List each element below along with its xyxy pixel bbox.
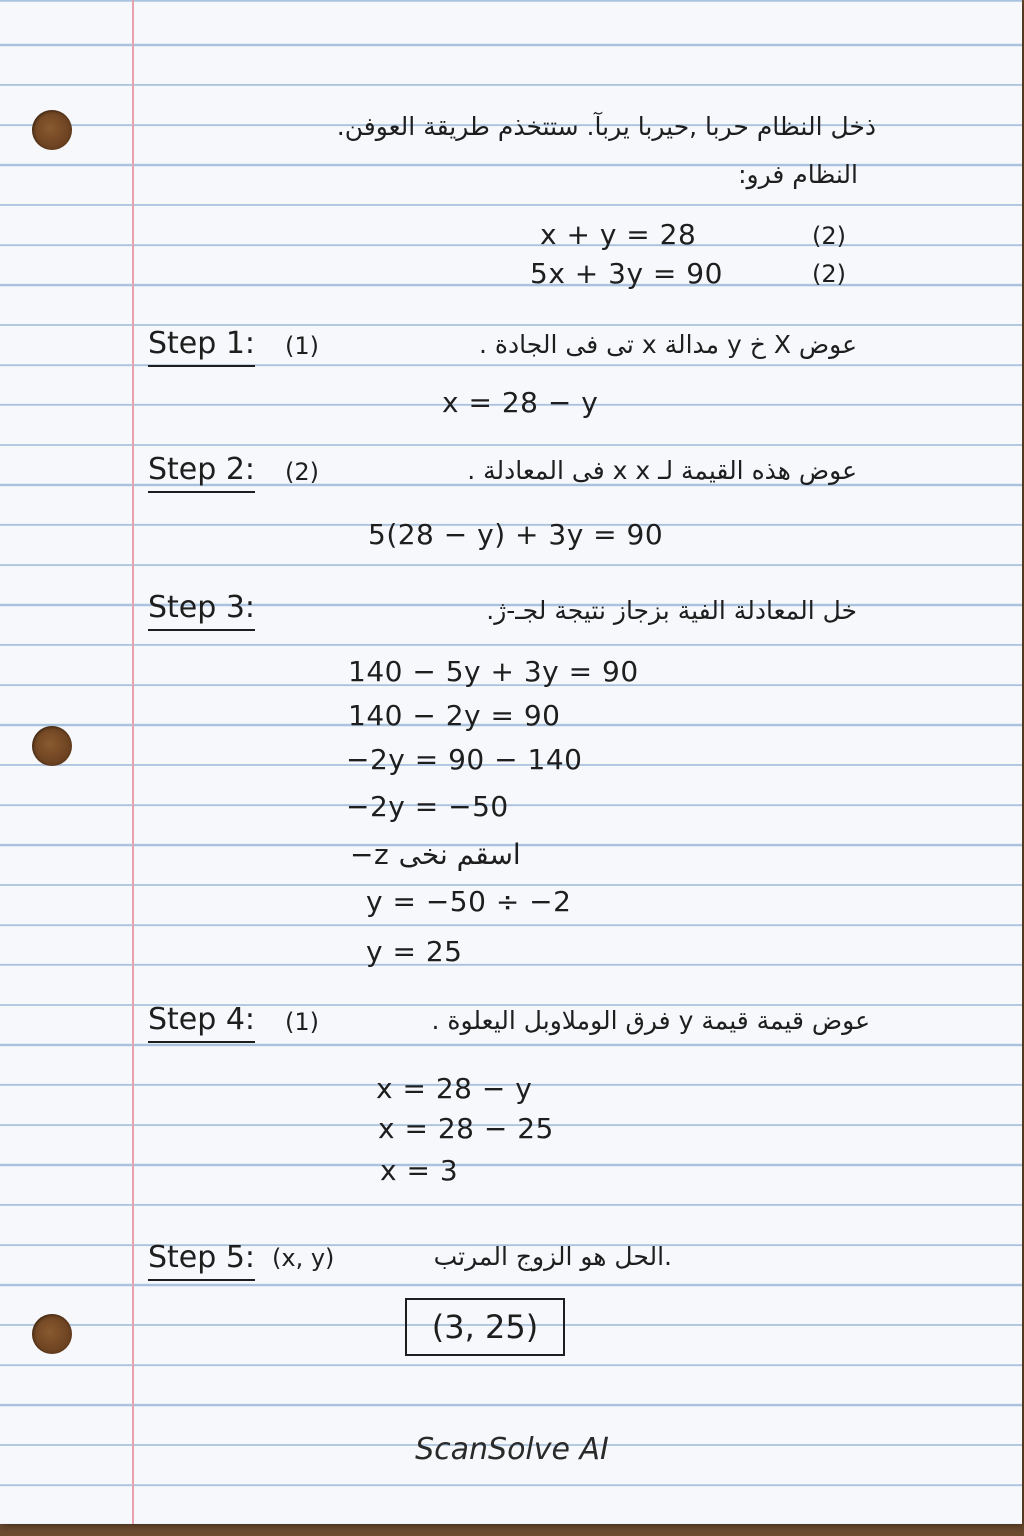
intro-line-2: النظام فرو: bbox=[738, 160, 858, 189]
step-4-label: Step 4: bbox=[148, 1002, 255, 1037]
margin-line bbox=[132, 0, 134, 1524]
punch-hole bbox=[32, 110, 72, 150]
brand-label: ScanSolve AI bbox=[415, 1432, 609, 1467]
step-3-work-3: −2y = 90 − 140 bbox=[346, 743, 583, 776]
system-equation-1-ref: (2) bbox=[812, 222, 846, 250]
step-3-work-2: 140 − 2y = 90 bbox=[348, 699, 561, 732]
punch-hole bbox=[32, 726, 72, 766]
final-answer-box bbox=[405, 1298, 565, 1356]
step-2-label: Step 2: bbox=[148, 452, 255, 487]
step-3-work-5: −z اسقم نخى bbox=[350, 838, 521, 871]
step-3-work-6: y = −50 ÷ −2 bbox=[366, 885, 572, 918]
step-4-ref: (1) bbox=[285, 1008, 319, 1036]
step-3-text: خل المعادلة الفية بزجاز نتيجة لجـ-ژ. bbox=[486, 596, 857, 625]
step-3-work-1: 140 − 5y + 3y = 90 bbox=[348, 655, 639, 688]
system-equation-1: x + y = 28 bbox=[540, 218, 697, 251]
step-4-text: عوض قيمة قيمة y فرق الوملاوبل اليعلوة . bbox=[431, 1006, 870, 1035]
step-3-work-4: −2y = −50 bbox=[346, 790, 509, 823]
step-1-text: عوض X خ y مدالة x تى فى الجادة . bbox=[478, 330, 857, 359]
step-4-work-1: x = 28 − y bbox=[376, 1072, 533, 1105]
step-4-work-2: x = 28 − 25 bbox=[378, 1112, 554, 1145]
step-1-ref: (1) bbox=[285, 332, 319, 360]
final-answer: (3, 25) bbox=[431, 1308, 539, 1346]
step-1-work-1: x = 28 − y bbox=[442, 386, 599, 419]
step-5-ref: (x, y) bbox=[272, 1244, 335, 1272]
step-4-work-3: x = 3 bbox=[380, 1154, 459, 1187]
step-5-label: Step 5: bbox=[148, 1240, 255, 1275]
punch-hole bbox=[32, 1314, 72, 1354]
step-2-text: عوض هذه القيمة لـ x x فى المعادلة . bbox=[467, 456, 857, 485]
step-2-work-1: 5(28 − y) + 3y = 90 bbox=[368, 518, 664, 551]
system-equation-2: 5x + 3y = 90 bbox=[530, 257, 723, 290]
step-3-work-7: y = 25 bbox=[366, 935, 463, 968]
step-3-label: Step 3: bbox=[148, 590, 255, 625]
system-equation-2-ref: (2) bbox=[812, 260, 846, 288]
step-2-ref: (2) bbox=[285, 458, 319, 486]
step-5-text: .الحل هو الزوج المرتب bbox=[433, 1242, 672, 1271]
step-1-label: Step 1: bbox=[148, 326, 255, 361]
intro-line-1: ذخل النظام حربا ,حيربا يربآ. ستتخذم طريقة العوفن. bbox=[336, 112, 876, 141]
